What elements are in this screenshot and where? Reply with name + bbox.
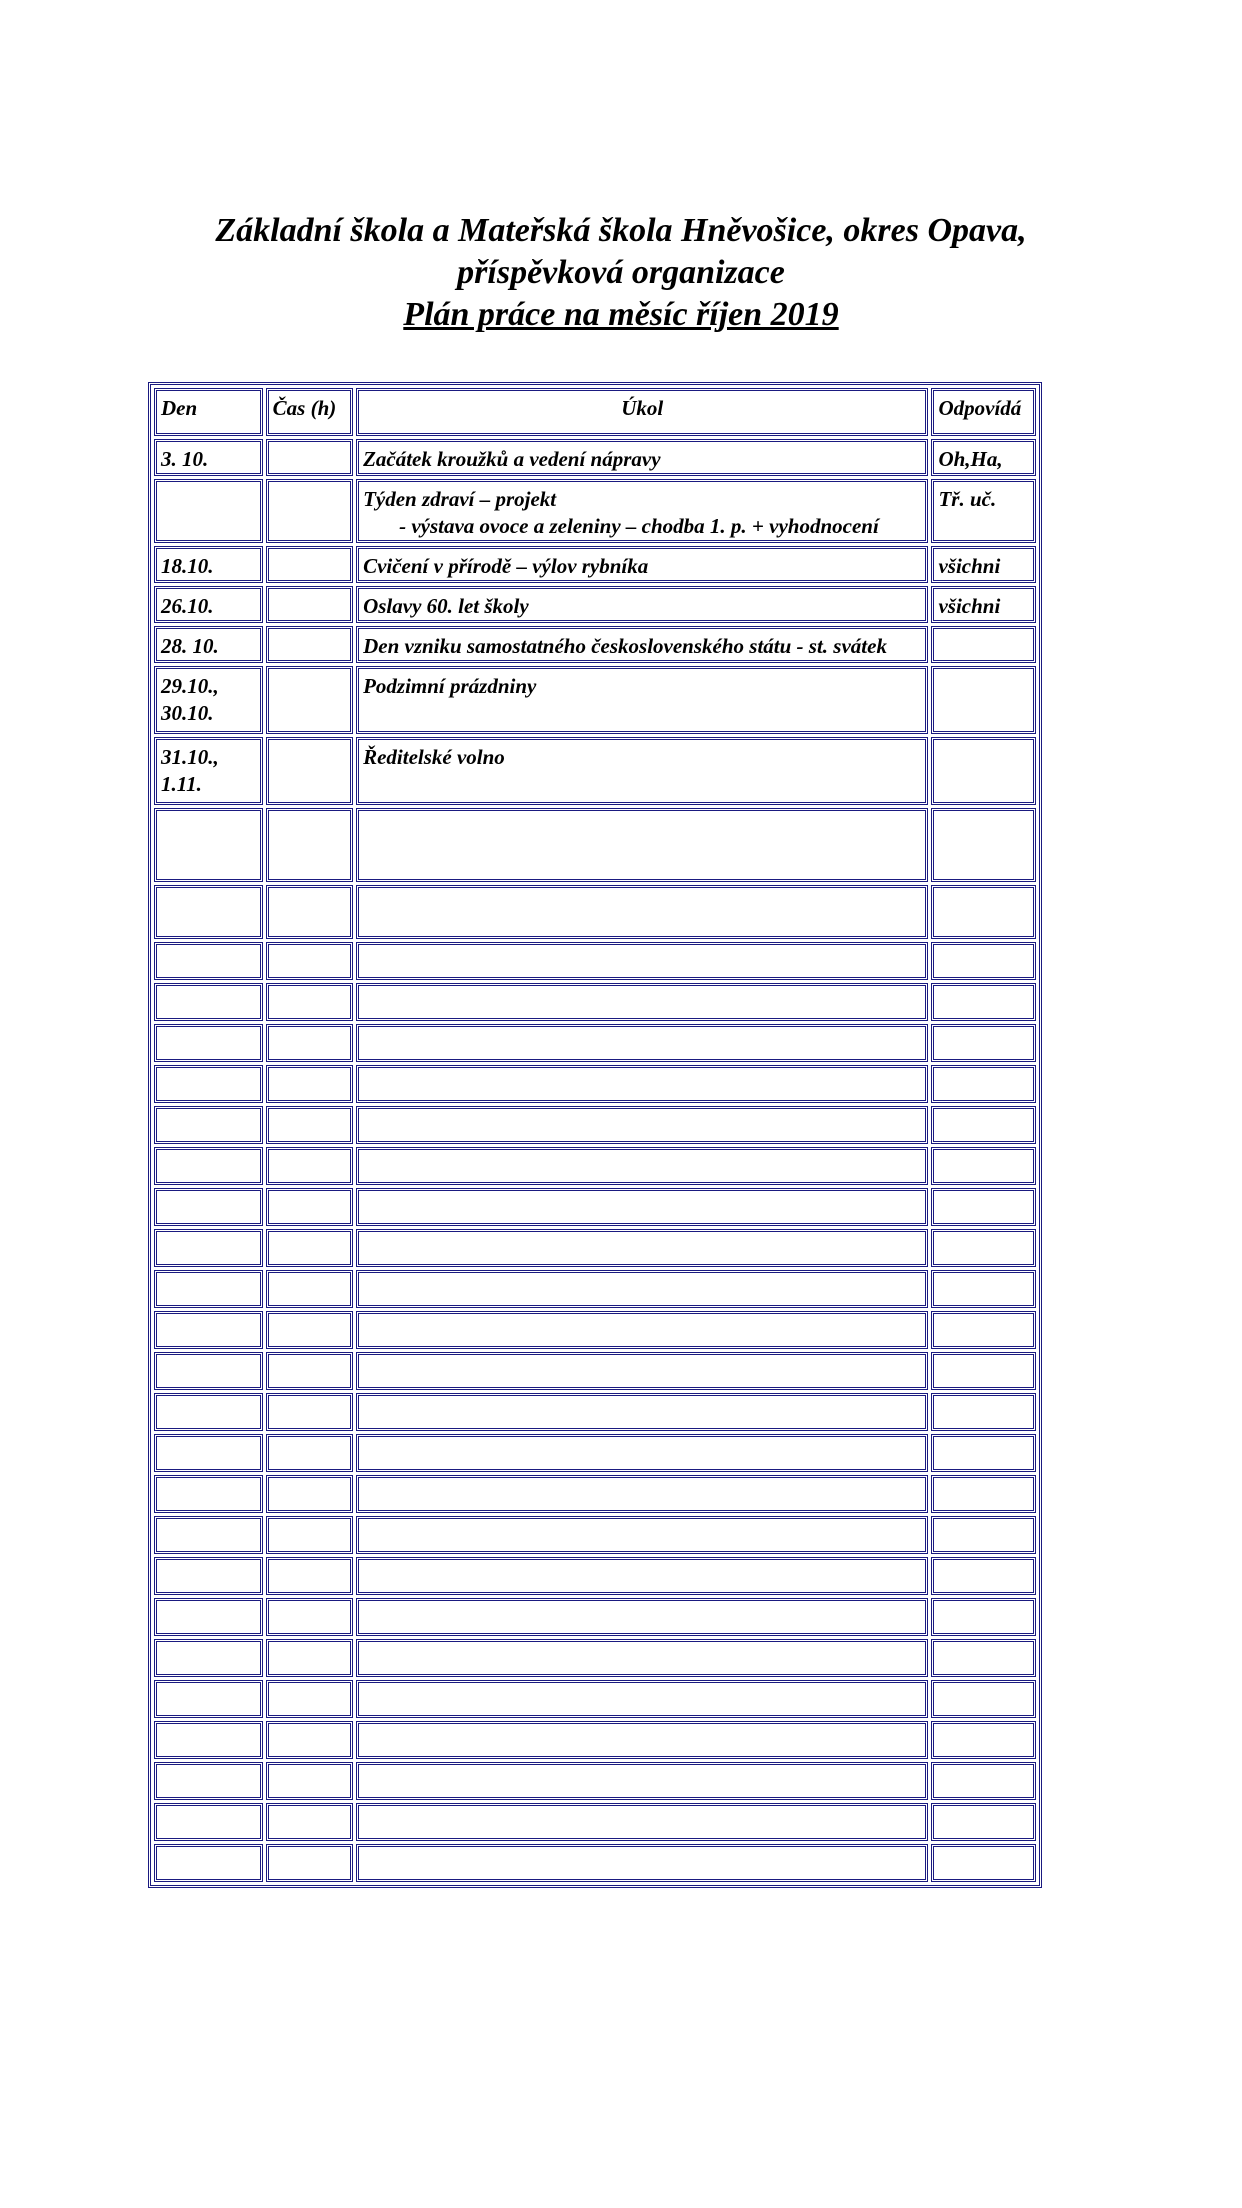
empty-cell [356,1024,928,1062]
cell-odpovida [931,626,1036,663]
table-row [154,737,1036,805]
column-header-odpovida: Odpovídá [931,388,1036,436]
empty-cell [154,1024,263,1062]
table-row [154,546,1036,583]
empty-cell [154,1762,263,1800]
empty-row [154,1598,1036,1636]
empty-row [154,1475,1036,1513]
empty-cell [154,808,263,882]
empty-cell [266,1188,353,1226]
cell-den: 29.10., 30.10. [154,666,263,734]
empty-row [154,1393,1036,1431]
empty-row [154,1721,1036,1759]
empty-cell [931,1024,1036,1062]
cell-ukol: Oslavy 60. let školy [356,586,928,623]
work-plan-table [148,382,1042,1888]
table-header-row [154,388,1036,436]
empty-cell [154,1188,263,1226]
empty-cell [154,1844,263,1882]
empty-cell [266,1024,353,1062]
empty-row [154,1516,1036,1554]
empty-cell [931,1188,1036,1226]
empty-cell [356,1680,928,1718]
cell-cas [266,666,353,734]
empty-row [154,1024,1036,1062]
cell-ukol: Cvičení v přírodě – výlov rybníka [356,546,928,583]
empty-cell [931,1598,1036,1636]
empty-cell [266,1803,353,1841]
empty-row [154,885,1036,939]
cell-ukol: Ředitelské volno [356,737,928,805]
empty-cell [356,1147,928,1185]
table-row [154,586,1036,623]
empty-row [154,1147,1036,1185]
empty-cell [266,1475,353,1513]
empty-cell [154,1393,263,1431]
empty-cell [931,1475,1036,1513]
empty-row [154,1065,1036,1103]
empty-cell [154,1434,263,1472]
empty-cell [931,808,1036,882]
empty-cell [356,1434,928,1472]
empty-cell [266,1557,353,1595]
task-subitem: - výstava ovoce a zeleniny – chodba 1. p. + vyhodnocení [399,514,879,538]
empty-cell [931,1270,1036,1308]
empty-cell [154,1475,263,1513]
cell-ukol: Začátek kroužků a vedení nápravy [356,439,928,476]
empty-cell [154,885,263,939]
empty-cell [356,1803,928,1841]
cell-den: 28. 10. [154,626,263,663]
empty-cell [931,983,1036,1021]
empty-cell [154,1147,263,1185]
empty-cell [931,1803,1036,1841]
empty-cell [356,942,928,980]
cell-den: 18.10. [154,546,263,583]
empty-cell [356,1065,928,1103]
empty-cell [154,983,263,1021]
empty-cell [931,1516,1036,1554]
empty-row [154,1434,1036,1472]
empty-row [154,1762,1036,1800]
cell-ukol [356,479,928,543]
empty-cell [154,1311,263,1349]
empty-row [154,1229,1036,1267]
cell-den: 26.10. [154,586,263,623]
empty-row [154,1188,1036,1226]
empty-cell [154,1598,263,1636]
cell-den: 31.10., 1.11. [154,737,263,805]
empty-cell [266,1680,353,1718]
empty-cell [931,1311,1036,1349]
column-header-ukol: Úkol [356,388,928,436]
empty-cell [154,1065,263,1103]
empty-row [154,1680,1036,1718]
empty-cell [356,1311,928,1349]
empty-cell [931,1147,1036,1185]
empty-cell [154,942,263,980]
cell-cas [266,439,353,476]
task-title: Týden zdraví – projekt [363,487,557,511]
empty-cell [154,1516,263,1554]
empty-cell [266,1762,353,1800]
empty-row [154,1311,1036,1349]
empty-cell [266,808,353,882]
empty-cell [356,885,928,939]
empty-cell [356,1598,928,1636]
empty-cell [154,1270,263,1308]
empty-cell [154,1639,263,1677]
empty-cell [931,1680,1036,1718]
empty-cell [356,1516,928,1554]
empty-cell [266,1598,353,1636]
empty-cell [266,1147,353,1185]
empty-cell [266,885,353,939]
empty-cell [154,1557,263,1595]
cell-ukol: Den vzniku samostatného československého státu - st. svátek [356,626,928,663]
empty-cell [356,1106,928,1144]
empty-cell [356,1188,928,1226]
cell-cas [266,479,353,543]
empty-cell [154,1721,263,1759]
cell-den [154,479,263,543]
empty-cell [931,1557,1036,1595]
table-row [154,439,1036,476]
empty-cell [356,1352,928,1390]
column-header-cas: Čas (h) [266,388,353,436]
plan-title: Plán práce na měsíc říjen 2019 [403,296,839,333]
empty-cell [154,1229,263,1267]
empty-row [154,942,1036,980]
empty-cell [266,1434,353,1472]
empty-row [154,983,1036,1021]
cell-cas [266,737,353,805]
empty-cell [356,1475,928,1513]
empty-cell [154,1680,263,1718]
empty-cell [931,1229,1036,1267]
empty-row [154,1803,1036,1841]
cell-odpovida: všichni [931,546,1036,583]
empty-cell [356,1270,928,1308]
empty-cell [266,1393,353,1431]
empty-row [154,1106,1036,1144]
empty-row [154,1557,1036,1595]
empty-cell [154,1106,263,1144]
empty-row [154,1844,1036,1882]
document-header [0,210,1242,336]
empty-row [154,1270,1036,1308]
column-header-den: Den [154,388,263,436]
empty-cell [266,1721,353,1759]
empty-cell [931,1762,1036,1800]
empty-cell [266,1311,353,1349]
cell-cas [266,546,353,583]
cell-odpovida: všichni [931,586,1036,623]
cell-odpovida [931,666,1036,734]
empty-cell [931,1065,1036,1103]
empty-cell [356,1557,928,1595]
empty-cell [356,1393,928,1431]
empty-cell [931,885,1036,939]
empty-cell [266,1516,353,1554]
empty-cell [266,1639,353,1677]
empty-cell [266,942,353,980]
cell-cas [266,626,353,663]
empty-cell [356,1639,928,1677]
empty-cell [266,1229,353,1267]
empty-cell [931,1106,1036,1144]
table-row [154,626,1036,663]
empty-cell [931,1352,1036,1390]
empty-cell [356,1721,928,1759]
empty-cell [266,1844,353,1882]
cell-den: 3. 10. [154,439,263,476]
cell-odpovida: Tř. uč. [931,479,1036,543]
table-row [154,666,1036,734]
cell-odpovida [931,737,1036,805]
empty-cell [266,1106,353,1144]
empty-cell [356,983,928,1021]
cell-cas [266,586,353,623]
empty-cell [931,942,1036,980]
school-name: Základní škola a Mateřská škola Hněvošice, okres Opava, [215,212,1027,249]
empty-cell [931,1721,1036,1759]
table-row [154,479,1036,543]
cell-odpovida: Oh,Ha, [931,439,1036,476]
empty-cell [931,1434,1036,1472]
empty-row [154,1352,1036,1390]
empty-cell [266,1065,353,1103]
empty-cell [266,983,353,1021]
empty-cell [356,1762,928,1800]
empty-cell [154,1352,263,1390]
cell-ukol: Podzimní prázdniny [356,666,928,734]
empty-cell [266,1270,353,1308]
empty-cell [356,808,928,882]
empty-cell [266,1352,353,1390]
empty-cell [356,1844,928,1882]
empty-row [154,1639,1036,1677]
empty-cell [154,1803,263,1841]
organization-type: příspěvková organizace [457,254,785,291]
empty-cell [931,1639,1036,1677]
empty-cell [931,1844,1036,1882]
empty-cell [356,1229,928,1267]
empty-cell [931,1393,1036,1431]
empty-row [154,808,1036,882]
